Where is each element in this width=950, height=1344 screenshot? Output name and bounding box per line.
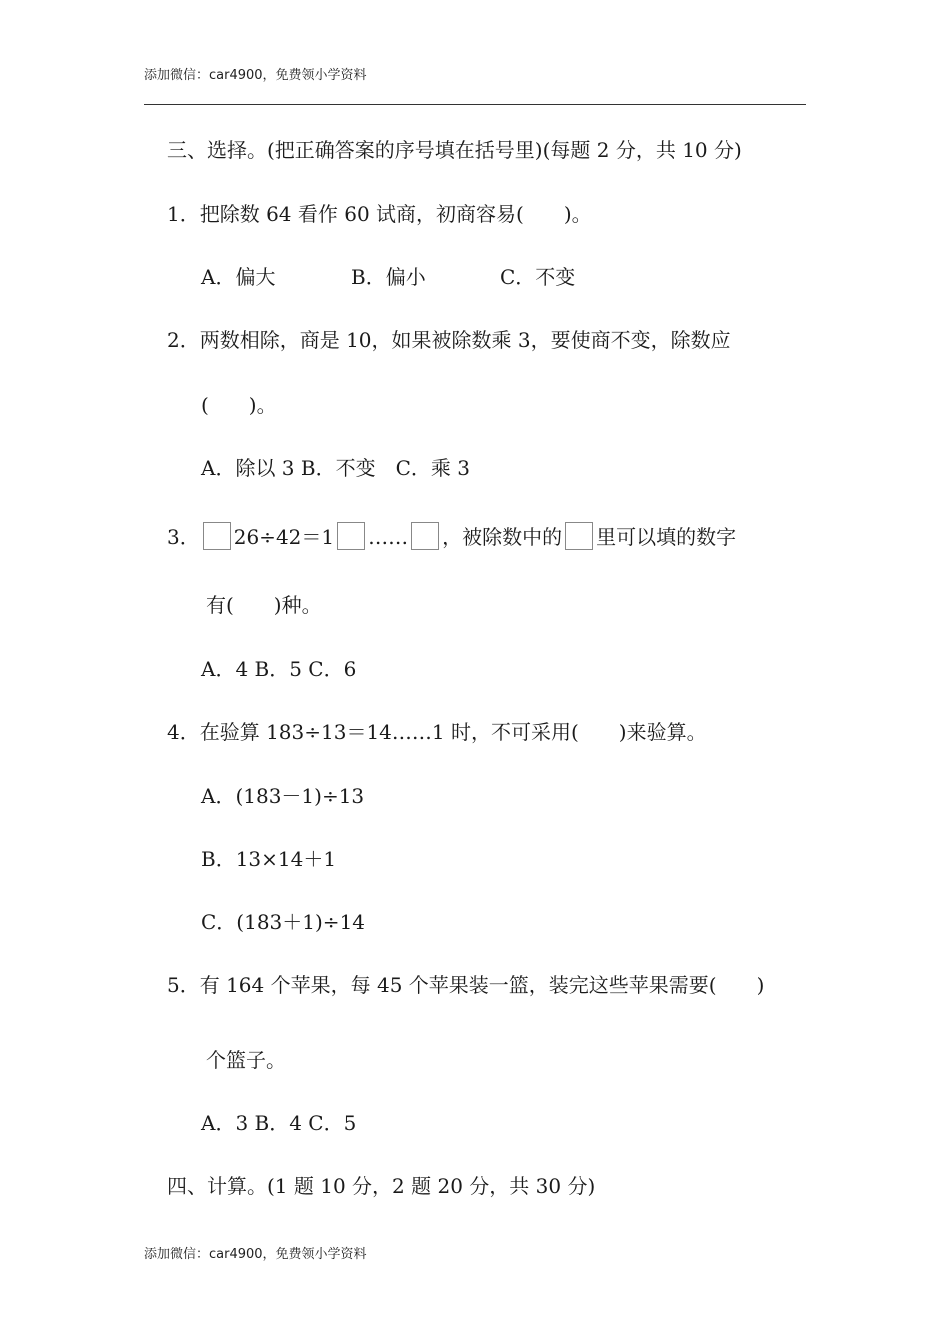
header-divider bbox=[144, 104, 806, 105]
question-3-text: ，被除数中的 bbox=[442, 525, 563, 549]
question-5-stem-line2: 个篮子。 bbox=[206, 1048, 286, 1072]
question-2-stem-line1: 2．两数相除，商是 10，如果被除数乘 3，要使商不变，除数应 bbox=[167, 328, 731, 352]
question-3-number: 3． bbox=[167, 525, 200, 549]
page-header: 添加微信：car4900，免费领小学资料 bbox=[144, 68, 367, 83]
question-3-options: A．4 B．5 C．6 bbox=[201, 657, 357, 681]
section-4-title: 四、计算。(1 题 10 分，2 题 20 分，共 30 分) bbox=[167, 1174, 596, 1198]
question-3-stem-line1 bbox=[167, 522, 736, 550]
question-3-equation: 26÷42＝1 bbox=[233, 525, 335, 549]
question-2-stem-line2: ( )。 bbox=[201, 393, 277, 417]
section-3-title: 三、选择。(把正确答案的序号填在括号里)(每题 2 分，共 10 分) bbox=[167, 138, 742, 162]
blank-box bbox=[203, 522, 231, 550]
question-5-options: A．3 B．4 C．5 bbox=[201, 1111, 357, 1135]
question-4-option-b: B．13×14＋1 bbox=[201, 847, 337, 871]
question-3-text-end: 里可以填的数字 bbox=[596, 525, 737, 549]
question-1-option-b: B．偏小 bbox=[351, 265, 426, 289]
question-3-ellipsis: …… bbox=[368, 525, 409, 549]
question-3-stem-line2: 有( )种。 bbox=[206, 593, 322, 617]
page-footer: 添加微信：car4900，免费领小学资料 bbox=[144, 1247, 367, 1262]
question-4-option-a: A．(183－1)÷13 bbox=[201, 784, 365, 808]
question-1-stem: 1．把除数 64 看作 60 试商，初商容易( )。 bbox=[167, 202, 592, 226]
blank-box bbox=[565, 522, 593, 550]
blank-box bbox=[411, 522, 439, 550]
question-2-options: A．除以 3 B．不变 C．乘 3 bbox=[201, 456, 470, 480]
question-4-option-c: C．(183＋1)÷14 bbox=[201, 910, 366, 934]
blank-box bbox=[337, 522, 365, 550]
question-4-stem: 4．在验算 183÷13＝14……1 时，不可采用( )来验算。 bbox=[167, 720, 707, 744]
question-5-stem-line1: 5．有 164 个苹果，每 45 个苹果装一篮，装完这些苹果需要( ) bbox=[167, 973, 765, 997]
question-1-option-c: C．不变 bbox=[500, 265, 576, 289]
question-1-option-a: A．偏大 bbox=[201, 265, 276, 289]
